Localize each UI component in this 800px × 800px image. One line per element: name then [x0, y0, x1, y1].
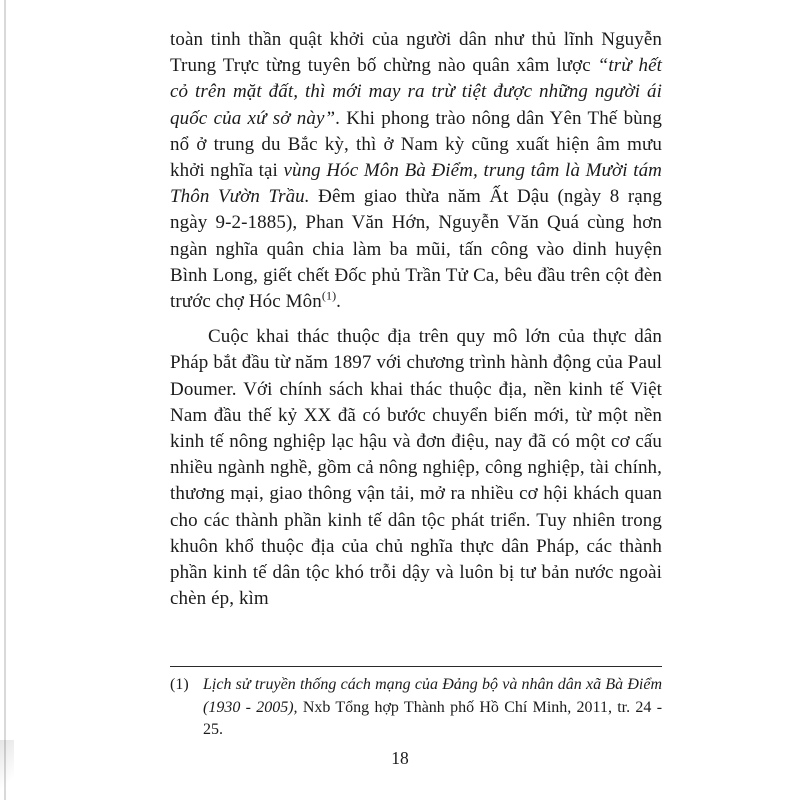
body-paragraph-1: [170, 27, 662, 315]
body-paragraph-2: Cuộc khai thác thuộc địa trên quy mô lớn của thực dân Pháp bắt đầu từ năm 1897 với chương trình hành động của Paul Doumer. Với chính sách khai thác thuộc địa, nền kinh tế Việt Nam đầu thế kỷ XX đã có bước chuyển biến mới, từ một nền kinh tế nông nghiệp lạc hậu và đơn điệu, nay đã có một cơ cấu nhiều ngành nghề, gồm cả nông nghiệp, công nghiệp, tài chính, thương mại, giao thông vận tải, mở ra nhiều cơ hội khách quan cho các thành phần kinh tế dân tộc phát triển. Tuy nhiên trong khuôn khổ thuộc địa của chủ nghĩa thực dân Pháp, các thành phần kinh tế dân tộc khó trỗi dậy và luôn bị tư bản nước ngoài chèn ép, kìm: [170, 326, 662, 610]
page-number: 18: [391, 748, 409, 768]
italic-place-names: vùng Hóc Môn Bà Điểm, trung tâm là Mười tám Thôn Vườn Trầu.: [170, 160, 662, 208]
paragraph-text: toàn tinh thần quật khởi của người dân như thủ lĩnh Nguyễn Trung Trực từng tuyên bố chừng nào quân xâm lược: [170, 29, 662, 77]
footnote: [170, 674, 662, 742]
footnote-publisher: Nxb Tổng hợp Thành phố Hồ Chí Minh, 2011, tr. 24 - 25.: [203, 698, 663, 738]
footnote-separator: [170, 666, 662, 667]
footnote-block: [170, 666, 662, 742]
footnote-source-title: Lịch sử truyền thống cách mạng của Đảng bộ và nhân dân xã Bà Điểm (1930 - 2005),: [203, 676, 662, 716]
paragraph-text: .: [336, 291, 342, 313]
scan-edge-line: [4, 0, 6, 800]
italic-quote: “trừ hết cỏ trên mặt đất, thì mới may ra trừ tiệt được những người ái quốc của xứ sở này”: [170, 55, 662, 129]
text-block: [170, 27, 662, 612]
footnote-marker: (1): [170, 676, 189, 693]
footnote-reference: (1): [321, 288, 337, 303]
paragraph-text: . Khi phong trào nông dân Yên Thế bùng nổ ở trung du Bắc kỳ, thì ở Nam kỳ cũng xuất hiện âm mưu khởi nghĩa tại: [170, 107, 662, 182]
paragraph-text: Đêm giao thừa năm Ất Dậu (ngày 8 rạng ngày 9-2-1885), Phan Văn Hớn, Nguyễn Văn Quá cùng hơn ngàn nghĩa quân chia làm ba mũi, tấn công vào dinh huyện Bình Long, giết chết Đốc phủ Trần Tử Ca, bêu đầu trên cột đèn trước chợ Hóc Môn: [170, 186, 662, 313]
